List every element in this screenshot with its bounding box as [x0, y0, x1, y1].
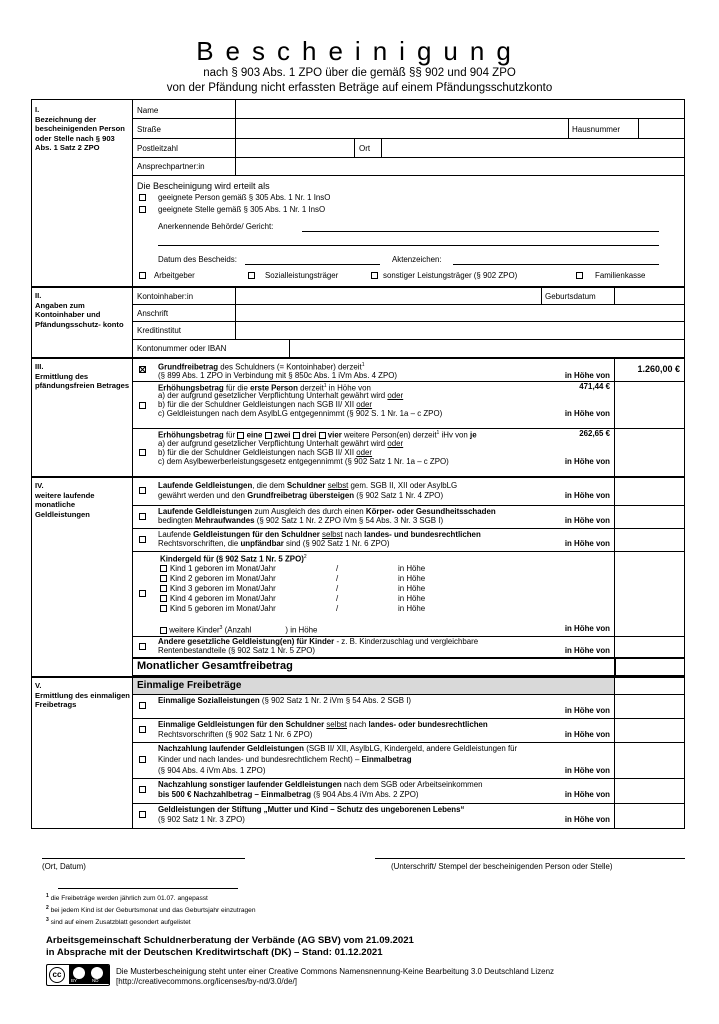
- geburtsdatum-field[interactable]: [615, 288, 684, 303]
- ag-sbv-line1: Arbeitsgemeinschaft Schuldnerberatung der Verbände (AG SBV) vom 21.09.2021: [46, 935, 414, 946]
- kind-hoehe: in Höhe: [398, 594, 426, 603]
- value-column-divider: [614, 677, 615, 828]
- erhoehung2-fuer: für: [223, 430, 238, 440]
- count-vier-checkbox[interactable]: [319, 432, 326, 439]
- laufend-sozial-line1: [158, 481, 457, 490]
- weitere-kinder-checkbox[interactable]: [160, 627, 167, 634]
- sonstiger-checkbox[interactable]: [371, 272, 378, 279]
- kind-row: [160, 574, 460, 584]
- ansprechpartner-label: Ansprechpartner:in: [137, 162, 205, 171]
- einmal-landesrecht-checkbox[interactable]: [139, 726, 146, 733]
- r5-a: Andere gesetzliche Geldleistung(en) für Kinder: [158, 637, 335, 646]
- nachzahlung-laufend-line1: [158, 744, 517, 753]
- r5-b: - z. B. Kinderzuschlag und vergleichbare: [334, 637, 479, 646]
- kindergeld-head-line: [160, 553, 307, 564]
- einmal-landesrecht-line1: [158, 720, 488, 729]
- in-hoehe-von: in Höhe von: [564, 815, 610, 824]
- count-drei-label: drei: [301, 430, 317, 440]
- einmal-landesrecht-line2: Rechtsvorschriften (§ 902 Satz 1 Nr. 6 ZPO): [158, 730, 313, 739]
- e-r5-a: Geldleistungen der Stiftung: [158, 805, 262, 814]
- koerperschaden-checkbox[interactable]: [139, 513, 146, 520]
- geburtsdatum-label: Geburtsdatum: [545, 292, 596, 301]
- section-divider-4: [32, 476, 684, 478]
- nachzahlung-laufend-checkbox[interactable]: [139, 756, 146, 763]
- kind-hoehe: in Höhe: [398, 584, 426, 593]
- e-r4-b: nach dem SGB oder Arbeitseinkommen: [341, 780, 483, 789]
- plz-label: Postleitzahl: [137, 144, 178, 153]
- oder-text: oder: [356, 448, 373, 457]
- cc-license-text: Die Musterbescheinigung steht unter einer Creative Commons Namensnennung-Keine Bearbeitung 3.0 Deutschland Lizenz: [116, 967, 555, 976]
- koerperschaden-line2: [158, 516, 443, 525]
- name-field[interactable]: [236, 101, 684, 117]
- cc-by-label: BY: [71, 978, 78, 983]
- footnote-2: $^2$ bei jedem Kind ist der Geburtsmonat und das Geburtsjahr einzutragen: [46, 905, 256, 915]
- in-hoehe-von: in Höhe von: [564, 491, 610, 500]
- r1-d: selbst: [327, 481, 349, 490]
- einmal-sozial-checkbox[interactable]: [139, 702, 146, 709]
- section-3-heading: [35, 362, 130, 391]
- r3-l2a: Rechtsvorschriften, die: [158, 539, 241, 548]
- r3-b: Geldleistungen für den Schuldner: [193, 530, 320, 539]
- section-1-heading: [35, 105, 130, 153]
- r2-c: Körper- oder Gesundheitsschaden: [365, 507, 496, 516]
- erhoehung1-a-text: a) der aufgrund gesetzlicher Verpflichtung Unterhalt gewährt wird: [158, 391, 388, 400]
- section-4-heading: [35, 481, 130, 519]
- r1-e: gem. SGB II, XII oder AsylbLG: [348, 481, 458, 490]
- ansprechpartner-field[interactable]: [236, 158, 684, 174]
- familienkasse-checkbox[interactable]: [576, 272, 583, 279]
- footnote-ref: 2: [303, 554, 307, 560]
- ort-label: Ort: [359, 144, 371, 153]
- erhoehung2-b: [158, 448, 372, 457]
- sozial-label: Sozialleistungsträger: [265, 271, 339, 280]
- erhoehung1-b-text: b) für die der Schuldner Geldleistungen nach SGB II/ XII: [158, 400, 357, 409]
- unpfaendbar-line1: [158, 530, 481, 539]
- row-line: [133, 175, 685, 176]
- ort-field[interactable]: [382, 139, 684, 156]
- erteilt-label: Die Bescheinigung wird erteilt als: [137, 181, 270, 191]
- nachzahlung-laufend-line3: (§ 904 Abs. 4 iVm Abs. 1 ZPO): [158, 766, 266, 775]
- kinder-andere-line2: Rentenbestandteile (§ 902 Satz 1 Nr. 5 ZPO): [158, 646, 316, 655]
- in-hoehe-von: in Höhe von: [564, 646, 610, 655]
- kindergeld-checkbox[interactable]: [139, 590, 146, 597]
- kind-slash: /: [336, 574, 339, 583]
- aktenzeichen-line[interactable]: [453, 264, 659, 265]
- kinder-list: [160, 564, 460, 614]
- r2-l2c: (§ 902 Satz 1 Nr. 2 ZPO iVm § 54 Abs. 3 Nr. 3 SGB I): [254, 516, 444, 525]
- section-2-heading: [35, 291, 130, 329]
- row-line: [133, 694, 685, 695]
- stiftung-checkbox[interactable]: [139, 811, 146, 818]
- arbeitgeber-checkbox[interactable]: [139, 272, 146, 279]
- row-line: [133, 718, 685, 719]
- kind-label: Kind 5 geboren im Monat/Jahr: [170, 604, 276, 613]
- inhaber-label: Kontoinhaber:in: [137, 292, 194, 301]
- in-hoehe-von: in Höhe von: [564, 371, 610, 380]
- nachzahlung-laufend-line2: [158, 755, 412, 764]
- count-eine-label: eine: [246, 430, 263, 440]
- weitere-kinder-line: [160, 624, 317, 635]
- row-line: [133, 528, 685, 529]
- anschrift-field[interactable]: [236, 305, 684, 320]
- unpfaendbar-line2: [158, 539, 390, 548]
- section-5-heading: [35, 681, 130, 710]
- laufend-sozial-line2: [158, 491, 443, 500]
- section-divider-3: [32, 357, 684, 359]
- unpfaendbar-checkbox[interactable]: [139, 536, 146, 543]
- e-r4-l2b: (§ 904 Abs.4 iVm Abs. 2 ZPO): [311, 790, 419, 799]
- grundfreibetrag-value: 1.260,00 €: [637, 364, 680, 374]
- count-drei-checkbox[interactable]: [293, 432, 300, 439]
- cc-icon: cc: [49, 967, 65, 983]
- grundfreibetrag-rest: des Schuldners (= Kontoinhaber) derzeit: [218, 362, 362, 372]
- r3-l2b: unpfändbar: [240, 539, 284, 548]
- erhoehung1-rest: derzeit: [297, 383, 324, 393]
- r3-e: landes- und bundesrechtlichen: [364, 530, 481, 539]
- grundfreibetrag-line2: (§ 899 Abs. 1 ZPO in Verbindung mit § 850c Abs. 1 iVm Abs. 4 ZPO): [158, 371, 398, 380]
- in-hoehe-von: in Höhe von: [564, 409, 610, 418]
- inhaber-field[interactable]: [236, 288, 540, 303]
- oder-text: oder: [387, 391, 404, 400]
- section-1-title: Bezeichnung der bescheinigenden Person oder Stelle nach § 903 Abs. 1 Satz 2 ZPO: [35, 114, 125, 152]
- in-hoehe-von: in Höhe von: [564, 730, 610, 739]
- section-4-title: weitere laufende monatliche Geldleistungen: [35, 490, 95, 519]
- row-line: [133, 505, 685, 506]
- e-r2-a: Einmalige Geldleistungen für den Schuldner: [158, 720, 327, 729]
- e-r3-l2a: Kinder und nach landes- und bundesrechtlichem Recht) –: [158, 755, 362, 764]
- section-4-number: IV.: [35, 481, 44, 490]
- sozial-checkbox[interactable]: [248, 272, 255, 279]
- in-hoehe-von: in Höhe von: [564, 706, 610, 715]
- in-hoehe-von: in Höhe von: [564, 539, 610, 548]
- erhoehung2-je: je: [470, 430, 477, 440]
- footnote-ref: 3: [219, 625, 223, 631]
- section-2-title: Angaben zum Kontoinhaber und Pfändungsschutz- konto: [35, 300, 124, 329]
- r3-l2c: sind (§ 902 Satz 1 Nr. 6 ZPO): [283, 539, 390, 548]
- hausnummer-field[interactable]: [639, 119, 684, 137]
- section-3-title: Ermittlung des pfändungsfreien Betrages: [35, 371, 130, 390]
- footnote-ref: 1: [323, 383, 327, 389]
- weitere-kinder-anzahl: (Anzahl: [222, 625, 252, 635]
- kind-row: [160, 594, 460, 604]
- einmalig-head: Einmalige Freibeträge: [137, 680, 242, 691]
- gesamt-value-field[interactable]: [616, 660, 682, 674]
- section-5-title: Ermittlung des einmaligen Freibetrags: [35, 690, 130, 709]
- datum-label: Datum des Bescheids:: [158, 255, 237, 264]
- weitere-kinder-hoehe: ) in Höhe: [285, 625, 318, 635]
- r1-l2a: gewährt werden und den: [158, 491, 248, 500]
- ort-datum-label: (Ort, Datum): [42, 862, 86, 871]
- r2-l2b: Mehraufwandes: [194, 516, 255, 525]
- r3-a: Laufende: [158, 530, 194, 539]
- arbeitgeber-label: Arbeitgeber: [154, 271, 195, 280]
- opt-person-label: geeignete Person gemäß § 305 Abs. 1 Nr. 1 InsO: [158, 193, 331, 202]
- page-subtitle-2: von der Pfändung nicht erfassten Beträge auf einem Pfändungsschutzkonto: [166, 82, 553, 94]
- stiftung-line2: (§ 902 Satz 1 Nr. 3 ZPO): [158, 815, 245, 824]
- kindergeld-rest: für (§ 902 Satz 1 Nr. 5 ZPO): [201, 554, 304, 564]
- in-hoehe-von: in Höhe von: [564, 790, 610, 799]
- r2-l2a: bedingten: [158, 516, 195, 525]
- grundfreibetrag-head: Grundfreibetrag: [158, 362, 219, 372]
- unterschrift-label: (Unterschrift/ Stempel der bescheinigenden Person oder Stelle): [391, 862, 613, 871]
- familienkasse-label: Familienkasse: [595, 271, 646, 280]
- erhoehung1-erste: erste Person: [250, 383, 298, 393]
- kinder-andere-checkbox[interactable]: [139, 643, 146, 650]
- erhoehung1-value: 471,44 €: [579, 382, 610, 391]
- in-hoehe-von: in Höhe von: [564, 516, 610, 525]
- oder-text: oder: [387, 439, 404, 448]
- aktenzeichen-label: Aktenzeichen:: [392, 255, 442, 264]
- e-r3-a: Nachzahlung laufender Geldleistungen: [158, 744, 304, 753]
- r3-d: nach: [342, 530, 365, 539]
- kind-hoehe: in Höhe: [398, 574, 426, 583]
- kindergeld-head: Kindergeld: [160, 554, 202, 564]
- behoerde-line[interactable]: [302, 231, 659, 232]
- sonstiger-label: sonstiger Leistungsträger (§ 902 ZPO): [383, 271, 518, 280]
- e-r4-a: Nachzahlung sonstiger laufender Geldleistungen: [158, 780, 342, 789]
- name-label: Name: [137, 106, 159, 115]
- strasse-field[interactable]: [236, 119, 567, 137]
- nachzahlung-sonstig-line2: [158, 790, 419, 799]
- strasse-label: Straße: [137, 125, 162, 134]
- r1-b: , die dem: [252, 481, 287, 490]
- datum-line[interactable]: [245, 264, 380, 265]
- kind-label: Kind 2 geboren im Monat/Jahr: [170, 574, 276, 583]
- kinder-andere-line1: [158, 637, 478, 646]
- kind-row: [160, 584, 460, 594]
- col-line: [354, 138, 355, 157]
- behoerde-label: Anerkennende Behörde/ Gericht:: [158, 222, 274, 231]
- row-line: [133, 778, 685, 779]
- kind-checkbox[interactable]: [160, 585, 167, 592]
- nachzahlung-sonstig-checkbox[interactable]: [139, 786, 146, 793]
- erhoehung1-head: Erhöhungsbetrag: [158, 383, 224, 393]
- footnote-1: $^1$ die Freibeträge werden jährlich zum 01.07. angepasst: [46, 893, 208, 903]
- kind-row: [160, 604, 460, 614]
- erhoehung1-checkbox[interactable]: [139, 402, 146, 409]
- r1-a: Laufende Geldleistungen: [158, 481, 253, 490]
- page-subtitle-1: nach § 903 Abs. 1 ZPO über die gemäß §§ 902 und 904 ZPO: [203, 67, 516, 79]
- stiftung-line1: [158, 805, 464, 814]
- col-line: [541, 287, 542, 304]
- in-hoehe-von: in Höhe von: [564, 766, 610, 775]
- footnote-3: $^3$ sind auf einem Zusatzblatt gesondert aufgelistet: [46, 917, 191, 927]
- kreditinstitut-field[interactable]: [236, 322, 684, 338]
- gesamt-label: Monatlicher Gesamtfreibetrag: [137, 660, 293, 672]
- r1-c: Schuldner: [286, 481, 326, 490]
- erhoehung2-b-text: b) für die der Schuldner Geldleistungen nach SGB II/ XII: [158, 448, 357, 457]
- erhoehung2-head: Erhöhungsbetrag: [158, 430, 224, 440]
- kind-slash: /: [336, 584, 339, 593]
- erhoehung2-ihv: iHv von: [439, 430, 470, 440]
- anschrift-label: Anschrift: [137, 309, 169, 318]
- footnote-separator: [58, 888, 238, 889]
- r1-l2c: (§ 902 Satz 1 Nr. 4 ZPO): [354, 491, 444, 500]
- kind-slash: /: [336, 594, 339, 603]
- cc-nd-label: ND: [92, 978, 99, 983]
- ort-datum-line[interactable]: [42, 858, 245, 859]
- erhoehung2-a-text: a) der aufgrund gesetzlicher Verpflichtung Unterhalt gewährt wird: [158, 439, 388, 448]
- grundfreibetrag-checkbox[interactable]: [139, 366, 146, 373]
- section-3-number: III.: [35, 362, 44, 371]
- erhoehung2-checkbox[interactable]: [139, 449, 146, 456]
- value-column-divider: [614, 358, 615, 476]
- cc-license-logo: [46, 964, 110, 986]
- cc-license-url[interactable]: [http://creativecommons.org/licenses/by-nd/3.0/de/]: [116, 977, 297, 986]
- row-line: [133, 803, 685, 804]
- kind-label: Kind 1 geboren im Monat/Jahr: [170, 564, 276, 573]
- erhoehung2-value: 262,65 €: [579, 429, 610, 438]
- e-r1-a: Einmalige Sozialleistungen: [158, 696, 260, 705]
- footnote-2-text: bei jedem Kind ist der Geburtsmonat und das Geburtsjahr einzutragen: [50, 907, 256, 915]
- footnote-ref: 1: [436, 430, 440, 436]
- unterschrift-line[interactable]: [375, 858, 685, 859]
- row-line: [133, 551, 685, 552]
- weitere-kinder-label: weitere Kinder: [169, 625, 220, 635]
- opt-stelle-label: geeignete Stelle gemäß § 305 Abs. 1 Nr. 1 InsO: [158, 205, 326, 214]
- ag-sbv-line2: in Absprache mit der Deutschen Kreditwirtschaft (DK) – Stand: 01.12.2021: [46, 947, 383, 958]
- erhoehung2-weitere: weitere Person(en) derzeit: [341, 430, 437, 440]
- kind-hoehe: in Höhe: [398, 604, 426, 613]
- count-eine-checkbox[interactable]: [237, 432, 244, 439]
- e-r1-b: (§ 902 Satz 1 Nr. 2 iVm § 54 Abs. 2 SGB I): [259, 696, 412, 705]
- r2-b: zum Ausgleich des durch einen: [252, 507, 366, 516]
- erhoehung2-a: [158, 439, 403, 448]
- page-title: Bescheinigung: [196, 36, 523, 66]
- section-5-number: V.: [35, 681, 42, 690]
- r3-c: selbst: [322, 530, 343, 539]
- r1-l2b: Grundfreibetrag übersteigen: [247, 491, 355, 500]
- footnote-3-text: sind auf einem Zusatzblatt gesondert aufgelistet: [50, 919, 191, 927]
- count-zwei-checkbox[interactable]: [265, 432, 272, 439]
- row-line: [133, 742, 685, 743]
- laufend-sozial-checkbox[interactable]: [139, 487, 146, 494]
- kind-checkbox[interactable]: [160, 565, 167, 572]
- kind-row: [160, 564, 460, 574]
- einmal-sozial-line1: [158, 696, 411, 705]
- kind-checkbox[interactable]: [160, 605, 167, 612]
- opt-stelle-checkbox[interactable]: [139, 206, 146, 213]
- e-r3-b: (SGB II/ XII, AsylbLG, Kindergeld, andere Geldleistungen für: [304, 744, 518, 753]
- value-column-divider: [614, 477, 615, 657]
- erhoehung1-tail: in Höhe von: [326, 383, 371, 393]
- e-r5-b: „Mutter und Kind – Schutz des ungeborenen Lebens“: [261, 805, 465, 814]
- opt-person-checkbox[interactable]: [139, 194, 146, 201]
- r2-a: Laufende Geldleistungen: [158, 507, 253, 516]
- count-zwei-label: zwei: [273, 430, 291, 440]
- koerperschaden-line1: [158, 507, 496, 516]
- hausnummer-label: Hausnummer: [572, 125, 621, 134]
- kind-label: Kind 3 geboren im Monat/Jahr: [170, 584, 276, 593]
- behoerde-line-2[interactable]: [158, 245, 659, 246]
- in-hoehe-von: in Höhe von: [564, 457, 610, 466]
- nachzahlung-sonstig-line1: [158, 780, 483, 789]
- kind-checkbox[interactable]: [160, 575, 167, 582]
- kreditinstitut-label: Kreditinstitut: [137, 326, 182, 335]
- e-r2-d: landes- oder bundesrechtlichen: [368, 720, 488, 729]
- col-line: [568, 118, 569, 138]
- e-r3-l2b: Einmalbetrag: [361, 755, 412, 764]
- plz-field[interactable]: [236, 139, 353, 156]
- e-r2-c: nach: [346, 720, 369, 729]
- footnote-ref: 1: [361, 362, 365, 368]
- kind-slash: /: [336, 604, 339, 613]
- kind-label: Kind 4 geboren im Monat/Jahr: [170, 594, 276, 603]
- oder-text: oder: [356, 400, 373, 409]
- erhoehung1-b: [158, 400, 372, 409]
- kind-hoehe: in Höhe: [398, 564, 426, 573]
- erhoehung2-c: c) dem Asylbewerberleistungsgesetz entgegennimmt (§ 902 Satz 1 Nr. 1a – c ZPO): [158, 457, 449, 466]
- e-r2-b: selbst: [326, 720, 347, 729]
- section-1-number: I.: [35, 105, 40, 114]
- iban-label: Kontonummer oder IBAN: [137, 344, 227, 353]
- section-2-number: II.: [35, 291, 42, 300]
- kind-checkbox[interactable]: [160, 595, 167, 602]
- count-vier-label: vier: [327, 430, 342, 440]
- iban-field[interactable]: [290, 340, 684, 356]
- erhoehung1-c: c) Geldleistungen nach dem AsylbLG entgegennimmt (§ 902 S. 1 Nr. 1a – c ZPO): [158, 409, 443, 418]
- kind-slash: /: [336, 564, 339, 573]
- erhoehung1-mid: für die: [223, 383, 251, 393]
- in-hoehe-von: in Höhe von: [564, 624, 610, 633]
- e-r4-l2a: bis 500 € Nachzahlbetrag – Einmalbetrag: [158, 790, 312, 799]
- erhoehung1-a: [158, 391, 403, 400]
- footnote-1-text: die Freibeträge werden jährlich zum 01.07. angepasst: [50, 895, 208, 903]
